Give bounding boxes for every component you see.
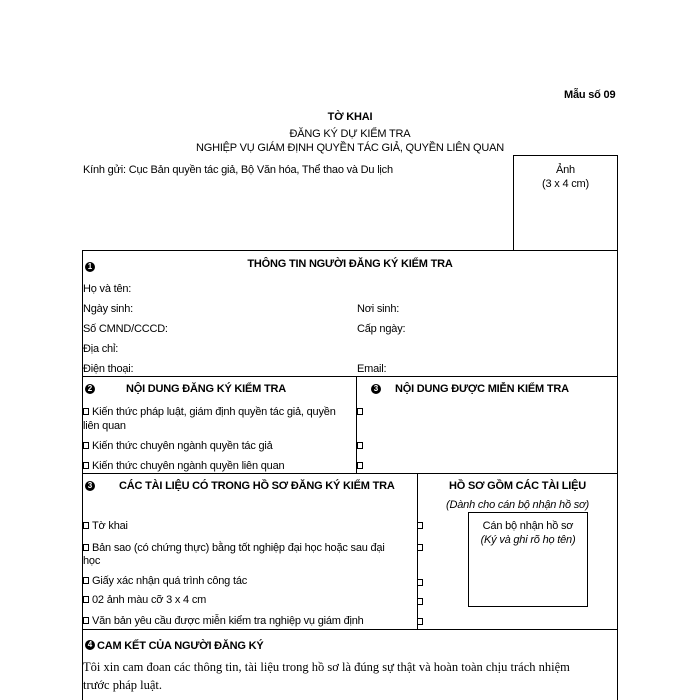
option-related-rights-knowledge: Kiến thức chuyên ngành quyền liên quan <box>92 460 285 472</box>
field-id-label: Số CMND/CCCD: <box>83 323 168 335</box>
doc-work-confirmation: Giấy xác nhận quá trình công tác <box>92 575 248 587</box>
checkbox-officer-work-confirmation[interactable] <box>417 579 423 586</box>
section-2-title: NỘI DUNG ĐĂNG KÝ KIỂM TRA <box>126 383 287 395</box>
field-birthplace-label: Nơi sinh: <box>357 303 400 315</box>
checkbox-related-rights-knowledge[interactable] <box>83 462 89 469</box>
option-legal-knowledge: Kiến thức pháp luật, giám định quyền tác giả, quyền <box>92 406 336 418</box>
field-address-label: Địa chỉ: <box>83 343 119 355</box>
doc-degree: Bản sao (có chứng thực) bằng tốt nghiệp đại học hoặc sau đại <box>92 542 385 554</box>
field-name-label: Họ và tên: <box>83 283 132 295</box>
form-subtitle-1: ĐĂNG KÝ DỰ KIỂM TRA <box>289 128 411 140</box>
checkbox-officer-declaration[interactable] <box>417 522 423 529</box>
dossier-note: (Dành cho cán bộ nhận hồ sơ) <box>446 499 589 511</box>
section-3-title: NỘI DUNG ĐƯỢC MIỄN KIỂM TRA <box>395 383 569 395</box>
checkbox-doc-degree[interactable] <box>83 544 89 551</box>
field-issue-date-label: Cấp ngày: <box>357 323 406 335</box>
form-subtitle-2: NGHIỆP VỤ GIÁM ĐỊNH QUYỀN TÁC GIẢ, QUYỀN LIÊN QUAN <box>195 142 505 154</box>
commitment-line-2: trước pháp luật. <box>83 678 162 692</box>
checkbox-exempt-copyright[interactable] <box>357 442 363 449</box>
commitment-line-1: Tôi xin cam đoan các thông tin, tài liệu trong hồ sơ là đúng sự thật và hoàn toàn chịu trách nhiệm <box>83 660 570 674</box>
checkbox-legal-knowledge[interactable] <box>83 408 89 415</box>
doc-degree-cont: học <box>83 555 101 567</box>
checkbox-copyright-knowledge[interactable] <box>83 442 89 449</box>
checkbox-exempt-related[interactable] <box>357 462 363 469</box>
form-number: Mẫu số 09 <box>564 89 616 101</box>
recipient-line: Kính gửi: Cục Bản quyền tác giả, Bộ Văn hóa, Thể thao và Du lịch <box>83 164 393 176</box>
photo-size: (3 x 4 cm) <box>542 178 589 190</box>
section-1-title: THÔNG TIN NGƯỜI ĐĂNG KÝ KIỂM TRA <box>247 258 453 270</box>
section-5-number: 4 <box>85 640 95 650</box>
checkbox-officer-degree[interactable] <box>417 544 423 551</box>
field-email-label: Email: <box>357 363 387 375</box>
section-1-number: 1 <box>85 262 95 272</box>
field-phone-label: Điện thoại: <box>83 363 134 375</box>
doc-declaration: Tờ khai <box>92 520 128 532</box>
checkbox-officer-photos[interactable] <box>417 598 423 605</box>
checkbox-doc-exemption-request[interactable] <box>83 617 89 624</box>
section-5-title: CAM KẾT CỦA NGƯỜI ĐĂNG KÝ <box>97 640 264 652</box>
checkbox-exempt-legal[interactable] <box>357 408 363 415</box>
option-copyright-knowledge: Kiến thức chuyên ngành quyền tác giả <box>92 440 273 452</box>
checkbox-doc-photos[interactable] <box>83 596 89 603</box>
dossier-title: HỒ SƠ GỒM CÁC TÀI LIỆU <box>449 480 586 492</box>
officer-label: Cán bộ nhận hồ sơ <box>482 520 574 532</box>
checkbox-doc-work-confirmation[interactable] <box>83 577 89 584</box>
section-4-title: CÁC TÀI LIỆU CÓ TRONG HỒ SƠ ĐĂNG KÝ KIỂM TRA <box>119 480 395 492</box>
doc-photos: 02 ảnh màu cỡ 3 x 4 cm <box>92 594 207 606</box>
section-2-number: 2 <box>85 384 95 394</box>
form-title: TỜ KHAI <box>327 111 373 123</box>
checkbox-doc-declaration[interactable] <box>83 522 89 529</box>
section-3-number: 3 <box>371 384 381 394</box>
checkbox-officer-exemption-request[interactable] <box>417 618 423 625</box>
option-legal-knowledge-cont: liên quan <box>83 420 126 432</box>
field-dob-label: Ngày sinh: <box>83 303 133 315</box>
photo-label: Ảnh <box>556 164 575 176</box>
doc-exemption-request: Văn bản yêu cầu được miễn kiểm tra nghiệp vụ giám định <box>92 615 364 627</box>
section-4-number: 3 <box>85 481 95 491</box>
officer-note: (Ký và ghi rõ họ tên) <box>480 534 576 546</box>
